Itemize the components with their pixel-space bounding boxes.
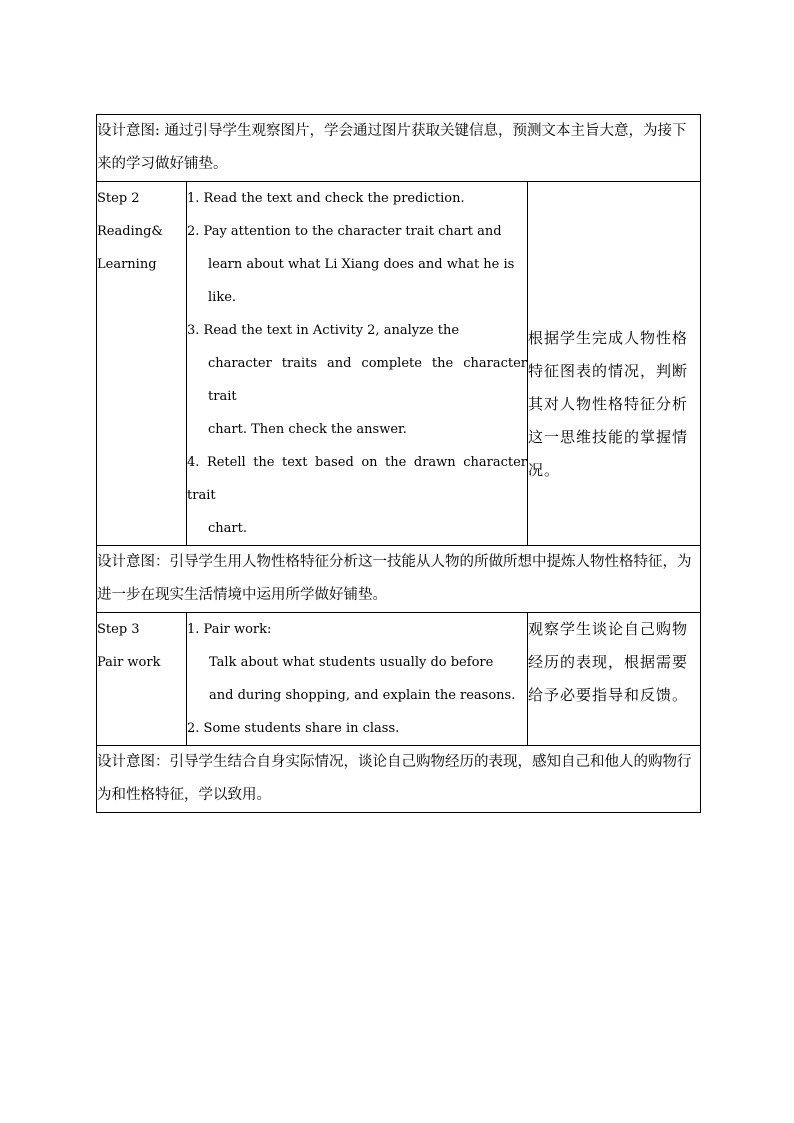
step3-evaluation-cell [528,613,701,746]
step2-title-line1: Step 2 [97,191,140,206]
step2-item-2: 2. Pay attention to the character trait chart and [187,224,502,239]
design-intent-3: 设计意图：引导学生结合自身实际情况，谈论自己购物经历的表现，感知自己和他人的购物行为和性格特征，学以致用。 [97,746,701,813]
design-intent-row-1 [97,115,701,182]
step2-item-4-cont: chart. [208,521,247,536]
design-intent-1: 设计意图: 通过引导学生观察图片，学会通过图片获取关键信息，预测文本主旨大意，为接下来的学习做好铺垫。 [97,115,701,182]
design-intent-2: 设计意图：引导学生用人物性格特征分析这一技能从人物的所做所想中提炼人物性格特征，为进一步在现实生活情境中运用所学做好铺垫。 [97,546,701,613]
step2-item-1: 1. Read the text and check the prediction. [187,191,465,206]
step2-item-2-cont2: like. [208,290,237,305]
step2-item-2-cont: learn about what Li Xiang does and what he is [208,257,515,272]
step3-title-line2: Pair work [97,655,161,670]
step2-item-4: 4. Retell the text based on the drawn character trait [187,455,527,503]
step2-title-line2: Reading& [97,224,163,239]
step2-evaluation-cell [528,182,701,546]
step3-row [97,613,701,746]
step3-item-1-cont2: and during shopping, and explain the reasons. [209,688,516,703]
design-intent-row-2 [97,546,701,613]
lesson-plan-table [96,114,701,813]
step3-item-1: 1. Pair work: [187,622,272,637]
step2-evaluation: 根据学生完成人物性格特征图表的情况，判断其对人物性格特征分析这一思维技能的掌握情况。 [528,329,689,479]
step2-row [97,182,701,546]
step3-evaluation: 观察学生谈论自己购物经历的表现，根据需要给予必要指导和反馈。 [528,620,689,704]
step2-title-line3: Learning [97,257,157,272]
design-intent-row-3 [97,746,701,813]
step2-activities-cell [187,182,528,546]
step2-item-3: 3. Read the text in Activity 2, analyze the [187,323,460,338]
step2-item-3-cont: character traits and complete the character trait [208,356,527,404]
step2-item-3-cont2: chart. Then check the answer. [208,422,407,437]
step3-item-1-cont: Talk about what students usually do before [209,655,494,670]
step2-title-cell [97,182,187,546]
step3-activities-cell [187,613,528,746]
step3-item-2: 2. Some students share in class. [187,721,400,736]
step3-title-line1: Step 3 [97,622,140,637]
step3-title-cell [97,613,187,746]
